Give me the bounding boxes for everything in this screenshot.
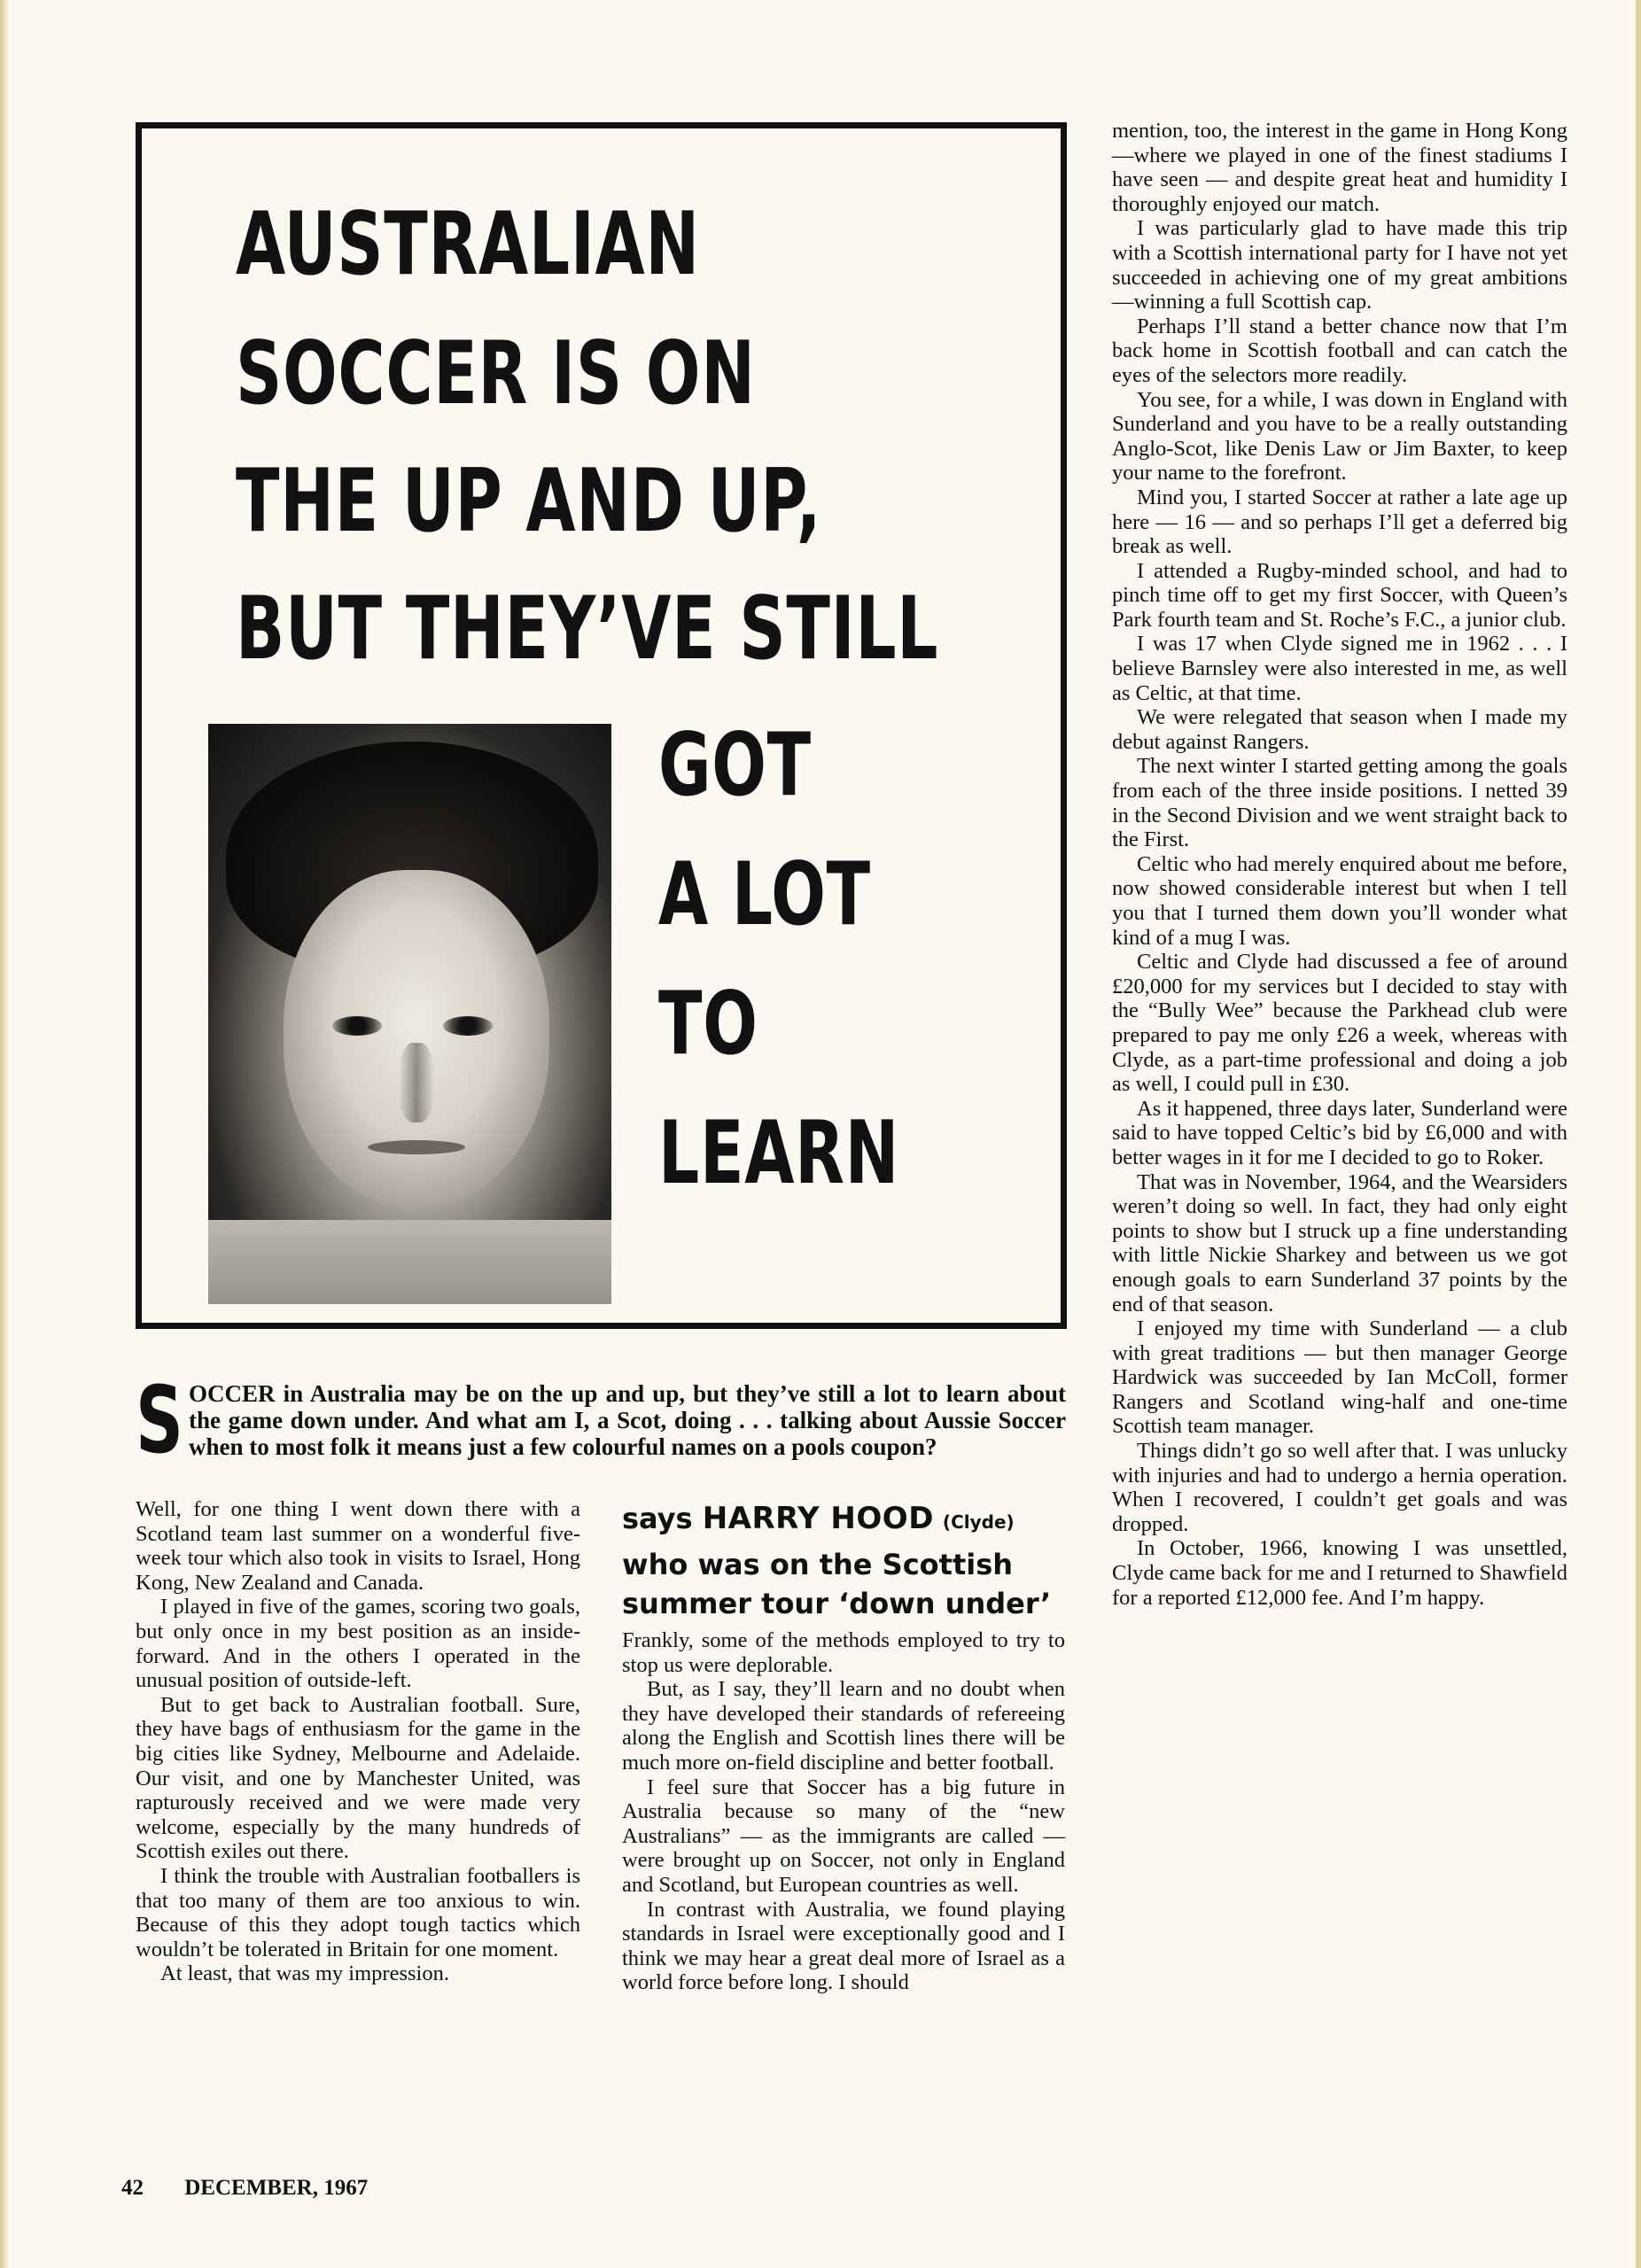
paragraph: That was in November, 1964, and the Wearsiders weren’t doing so well. In fact, they had only eight points to show but I struck up a fine understanding with little Nickie Sharkey and between us we got enough goals to earn Sunderland 37 points by the end of that season.	[1112, 1169, 1567, 1317]
byline-says: says	[622, 1502, 693, 1535]
paragraph: I enjoyed my time with Sunderland — a club with great traditions — but then manager George Hardwick was succeeded by Ian McColl, former Rangers and Scotland wing-half and one-time Scottish team manager.	[1112, 1317, 1567, 1439]
issue-date: DECEMBER, 1967	[184, 2176, 369, 2200]
headline-line-7: TO	[658, 974, 758, 1075]
byline-tour: who was on the Scottish summer tour ‘down under’	[622, 1548, 1052, 1620]
paragraph: Celtic and Clyde had discussed a fee of around £20,000 for my services but I decided to stay with the “Bully Wee” because the Parkhead club were prepared to pay me only £26 a week, whereas with Clyde, as a part-time professional and doing a job as well, I could pull in £30.	[1112, 950, 1567, 1097]
paragraph: At least, that was my impression.	[160, 1961, 449, 1986]
paragraph: As it happened, three days later, Sunderland were said to have topped Celtic’s bid by £6,000 and with better wages in it for me I decided to go to Roker.	[1112, 1096, 1567, 1169]
page-edge-left	[0, 0, 9, 2268]
paragraph: But to get back to Australian football. Sure, they have bags of enthusiasm for the game in the big cities like Sydney, Melbourne and Adelaide. Our visit, and one by Manchester United, was rapturously received and we were made very welcome, especially by the many hundreds of Scottish exiles out there.	[136, 1692, 580, 1864]
paragraph: Well, for one thing I went down there with a Scotland team last summer on a wonderful five-week tour which also took in visits to Israel, Hong Kong, New Zealand and Canada.	[136, 1497, 580, 1595]
paragraph: In contrast with Australia, we found playing standards in Israel were exceptionally good and I think we may hear a great deal more of Israel as a world force before long. I should	[622, 1897, 1065, 1995]
headline-line-4: BUT THEY’VE STILL	[236, 579, 939, 680]
author-club: (Clyde)	[942, 1511, 1015, 1533]
paragraph: I think the trouble with Australian footballers is that too many of them are too anxious to win. Because of this they adopt tough tactics which wouldn’t be tolerated in Britain for one moment.	[136, 1863, 580, 1961]
paragraph: Celtic who had merely enquired about me before, now showed considerable interest but when I tell you that I turned them down you’ll wonder what kind of a mug I was.	[1112, 851, 1567, 950]
page-edge-right	[1636, 0, 1641, 2268]
article-column-2	[622, 1628, 1065, 1995]
paragraph: In October, 1966, knowing I was unsettled, Clyde came back for me and I returned to Shawfield for a reported £12,000 fee. And I’m happy.	[1112, 1536, 1567, 1610]
paragraph: Frankly, some of the methods employed to try to stop us were deplorable.	[622, 1628, 1065, 1677]
headline-line-1: AUSTRALIAN	[236, 194, 700, 295]
headline-line-8: LEARN	[658, 1103, 900, 1204]
headline-line-2: SOCCER IS ON	[236, 323, 756, 424]
paragraph: We were relegated that season when I made my debut against Rangers.	[1112, 705, 1567, 754]
headline-line-5: GOT	[658, 715, 812, 816]
paragraph: Perhaps I’ll stand a better chance now that I’m back home in Scottish football and can catch the eyes of the selectors more readily.	[1112, 314, 1567, 387]
paragraph: I was particularly glad to have made this trip with a Scottish international party for I have not yet succeeded in achieving one of my great ambitions —winning a full Scottish cap.	[1112, 216, 1567, 315]
article-column-1	[136, 1497, 580, 1986]
drop-cap: S	[136, 1366, 183, 1474]
headline-line-6: A LOT	[658, 844, 871, 945]
paragraph: Things didn’t go so well after that. I was unlucky with injuries and had to undergo a hernia operation. When I recovered, I couldn’t get goals and was dropped.	[1112, 1439, 1567, 1536]
headline-box	[136, 122, 1067, 1329]
paragraph: Mind you, I started Soccer at rather a late age up here — 16 — and so perhaps I’ll get a deferred big break as well.	[1112, 485, 1567, 559]
paragraph: The next winter I started getting among the goals from each of the three inside positions. I netted 39 in the Second Division and we went straight back to the First.	[1112, 754, 1567, 852]
paragraph: mention, too, the interest in the game in Hong Kong—where we played in one of the finest stadiums I have seen — and despite great heat and humidity I thoroughly enjoyed our match.	[1112, 119, 1567, 216]
paragraph: I feel sure that Soccer has a big future in Australia because so many of the “new Australians” — as the immigrants are called — were brought up on Soccer, not only in England and Scotland, but European countries as well.	[622, 1775, 1065, 1897]
paragraph: But, as I say, they’ll learn and no doubt when they have developed their standards of refereeing along the English and Scottish lines there will be much more on-field discipline and better football.	[622, 1677, 1065, 1775]
headline-line-3: THE UP AND UP,	[236, 451, 822, 552]
paragraph: I played in five of the games, scoring two goals, but only once in my best position as an inside-forward. And in the others I operated in the unusual position of outside-left.	[136, 1595, 580, 1693]
page-footer	[121, 2176, 368, 2201]
byline	[622, 1499, 1074, 1623]
article-intro	[136, 1366, 1066, 1474]
paragraph: I was 17 when Clyde signed me in 1962 . . . I believe Barnsley were also interested in me, as well as Celtic, at that time.	[1112, 632, 1567, 705]
article-column-3	[1112, 119, 1567, 1610]
paragraph: You see, for a while, I was down in England with Sunderland and you have to be a really outstanding Anglo-Scot, like Denis Law or Jim Baxter, to keep your name to the forefront.	[1112, 387, 1567, 485]
player-portrait-photo	[208, 724, 611, 1304]
paragraph: I attended a Rugby-minded school, and had to pinch time off to get my first Soccer, with Queen’s Park fourth team and St. Roche’s F.C., a junior club.	[1112, 558, 1567, 632]
author-name: HARRY HOOD	[702, 1501, 934, 1536]
page-number: 42	[121, 2176, 144, 2200]
intro-text: OCCER in Australia may be on the up and up, but they’ve still a lot to learn about the game down under. And what am I, a Scot, doing . . . talking about Aussie Soccer when to most folk it means just a few colourful names on a pools coupon?	[189, 1380, 1066, 1460]
